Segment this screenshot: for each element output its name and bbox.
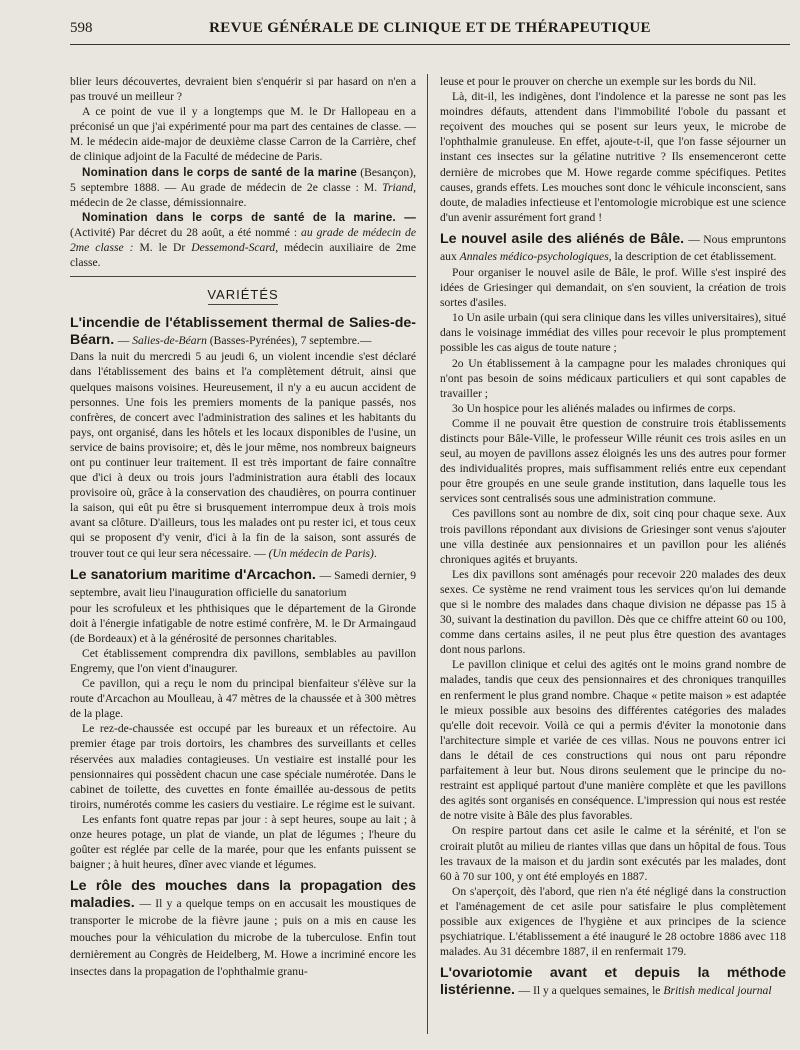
paragraph: leuse et pour le prouver on cherche un exemple sur les bords du Nil. [440, 75, 757, 88]
news-text: , médecin de 2e classe, démissionnaire. [70, 180, 416, 209]
paragraph: Comme il ne pouvait être question de construire trois établissements distincts pour Bâle-Ville, le professeur Wille réunit ces trois asiles en un seul, au moyen de pavillons assez éloignés les uns des autres pour former des individualités propres, mais suffisamment reliés entre eux cependant pour être groupés en une seule grande institution, dans laquelle tous les services sont centralisés sous une administration commune. [440, 416, 786, 506]
article-title: L'incendie de l'établissement thermal de Salies-de-Béarn. [70, 315, 416, 349]
article-place: Salies-de-Béarn [132, 334, 207, 348]
paragraph: Pour organiser le nouvel asile de Bâle, le prof. Wille s'est inspiré des idées de Griesinger qui demandait, on s'en souvient, la création de trois sortes d'asiles. [440, 265, 786, 310]
news-text: , médecin auxiliaire de 2me classe. [70, 241, 416, 270]
paragraph: Cet établissement comprendra dix pavillons, semblables au pavillon Engremy, que l'on vient d'inaugurer. [70, 646, 416, 675]
news-item [70, 165, 416, 210]
article-lead: — Salies-de-Béarn (Basses-Pyrénées), 7 septembre.— [117, 334, 372, 348]
article-source: (Un médecin de Paris) [268, 546, 374, 560]
article-lead: — Samedi dernier, 9 septembre, avait lieu l'inauguration officielle du sanatorium [70, 568, 416, 599]
article [70, 567, 416, 601]
news-text: (Besançon), 5 septembre 1888. — Au grade de médecin de 2e classe : M. [70, 165, 416, 194]
page-number: 598 [70, 20, 93, 36]
article-lead-text: (Basses-Pyrénées), 7 septembre.— [206, 334, 372, 348]
news-name: Dessemond-Scard [191, 241, 276, 255]
article [70, 878, 416, 980]
article-lead-text: — Nous empruntons aux [440, 232, 786, 263]
article-title: Le nouvel asile des aliénés de Bâle. [440, 230, 685, 247]
paragraph: Le rez-de-chaussée est occupé par les bureaux et un réfectoire. Au premier étage par trois dortoirs, les chambres des surveillants et celles réservées aux maladies contagieuses. Un vestiaire est installé pour les pensionnaires qui possèdent chacun une case spéciale numérotée. Dans le cabinet de toilette, des cuvettes en fonte émaillée au-dessous de petits tiroirs, numérotés comme les casiers du vestiaire. Le régime est le suivant. [70, 722, 416, 811]
paragraph: 2o Un établissement à la campagne pour les malades chroniques qui n'ont pas besoin de soins médicaux particuliers et qui sont capables de travailler ; [440, 356, 786, 400]
paragraph: Ces pavillons sont au nombre de dix, soit cinq pour chaque sexe. Aux trois pavillons répondant aux divisions de Griesinger sont venus s'ajouter une villa destinée aux pensionnaires et un pavillon pour les aliénés chroniques agités et bruyants. [440, 507, 786, 566]
news-heading: Nomination dans le corps de santé de la marine. — [82, 210, 416, 224]
article-title: L'ovariotomie avant et depuis la méthode listérienne. [440, 965, 786, 999]
section-underline [208, 304, 278, 305]
news-name: Triand [382, 180, 414, 194]
news-rank: au grade de médecin de 2me classe : [70, 225, 416, 255]
right-column [440, 74, 786, 1034]
news-heading: Nomination dans le corps de santé de la marine [82, 165, 358, 179]
article-title: Le rôle des mouches dans la propagation des maladies. [70, 878, 416, 912]
paragraph: blier leurs découvertes, devraient bien s'enquérir si par hasard on n'en a pas trouvé un meilleur ? [70, 75, 416, 104]
article-text: . [373, 546, 377, 560]
article-lead-text: — Il y a quelques semaines, le [518, 984, 664, 998]
left-column [70, 74, 416, 1034]
paragraph: pour les scrofuleux et les phthisiques que le département de la Gironde doit à l'énergie infatigable de notre estimé confrère, M. le Dr Armaingaud (de Bordeaux) et à la générosité de personnes charitables. [70, 601, 416, 645]
news-text: M. le Dr [139, 241, 186, 255]
paragraph: Les dix pavillons sont aménagés pour recevoir 220 malades des deux sexes. Ce système ne rend vraiment tous les services qu'on lui demande que si le nombre des malades dans chaque division ne dépasse pas 15 à 30, suivant la destination du pavillon. Dès que ce chiffre atteint 60 ou 100, comme dans certains asiles, il ne peut plus être question des avantages dont nous parlons. [440, 567, 786, 657]
article-title: Le sanatorium maritime d'Arcachon. [70, 566, 316, 583]
paragraph: On respire partout dans cet asile le calme et la sérénité, et l'on se croirait plutôt au milieu de riantes villas que dans un hôpital de fous. Tous les travaux de la maison et du jardin sont exécutés par les malades, dont 60 à 70 sur 100, y ont été employés en 1887. [440, 824, 786, 883]
article-text: Dans la nuit du mercredi 5 au jeudi 6, un violent incendie s'est déclaré dans l'établissement des bains et l'a complètement détruit, ainsi que quelques maisons voisines. Heureusement, il n'y a eu aucun accident de personnes. Une fois les premiers moments de la panique passés, nos confrères, de concert avec l'administration des salines et les habitants du pays, ont organisé, dans les hôtels et les locaux disponibles de l'usine, un service de bains provisoire; et, dès le jour même, nos nombreux baigneurs ont pu continuer leur traitement. Il est très important de faire connaître que d'ici à deux ou trois jours l'administration aura établi des locaux provisoire où, grâce à la conservation des chaudières, on pourra continuer la saison, qui eût pu être si brusquement interrompue deux à trois mois avant sa clôture. D'ailleurs, tous les malades ont pu rester ici, et tous ceux qui se proposent d'y venir, d'ici à la fin de la saison, sont assurés de trouver tout ce qui leur sera nécessaire. — [70, 350, 416, 560]
article [440, 231, 786, 265]
article [440, 965, 786, 999]
paragraph [70, 349, 416, 560]
news-item [70, 210, 416, 270]
article [70, 315, 416, 349]
running-title: REVUE GÉNÉRALE DE CLINIQUE ET DE THÉRAPEUTIQUE [209, 20, 651, 36]
paragraph: A ce point de vue il y a longtemps que M. le Dr Hallopeau en a préconisé un que j'ai expérimenté pour ma part des centaines de classe. — M. le médecin aide-major de deuxième classe Carron de la Carrière, chef de clinique adjoint de la Faculté de médecine de Paris. [70, 105, 416, 164]
paragraph: Ce pavillon, qui a reçu le nom du principal bienfaiteur s'élève sur la route d'Arcachon au Moulleau, à 47 mètres de la chaussée et à 300 mètres de la plage. [70, 677, 416, 721]
paragraph: Le pavillon clinique et celui des agités ont le moins grand nombre de malades, tandis que ceux des pensionnaires et des chroniques tranquilles en renferment le plus grand nombre. Chaque « petite maison » est adaptée le mieux possible aux besoins des différentes catégories des malades qu'elle doit recevoir. Voilà ce qui a permis d'éviter la monotonie dans l'architecture simple et variée de ces villas. Nous ne pouvons entrer ici dans le détail de ces constructions qui nous ont paru répondre parfaitement à leur but. Nous dirons seulement que le principe du no-restraint est appliqué partout d'une manière complète et que les pavillons des agités sont organisés en conséquence. L'impression qui nous est restée de notre visite à Bâle des plus favorables. [440, 658, 786, 823]
article-lead [518, 984, 771, 997]
article-source: British medical journal [663, 984, 772, 998]
paragraph: Là, dit-il, les indigènes, dont l'indolence et la paresse ne sont pas les moindres défauts, attendent dans l'immobilité l'obole du passant et reçoivent des mouches qui se posent sur leurs yeux, le microbe de l'ophthalmie granuleuse. En effet, ajoute-t-il, que l'on fasse séjourner un instant ces insectes sur la gélatine nutritive ? Ils ensemenceront cette dernière de microbes que M. Howe regarde comme spécifiques. Petites causes, grands effets. Les mouches sont donc le véhicule inconscient, sans doute, de maladies infectieuse et l'entomologie microbique est une science d'un avenir assurément fort grand ! [440, 90, 786, 224]
news-text: (Activité) Par décret du 28 août, a été nommé : [70, 225, 298, 239]
paragraph: On s'aperçoit, dès l'abord, que rien n'a été négligé dans la construction et l'aménagement de cet asile pour satisfaire le plus complètement possible aux exigences de l'hygiène et aux principes de la science psychiatrique. L'établissement a été inauguré le 28 octobre 1886 avec 118 malades. Au 31 décembre 1887, il en renfermait 179. [440, 884, 786, 959]
paragraph: 3o Un hospice pour les aliénés malades ou infirmes de corps. [452, 401, 736, 415]
paragraph: 1o Un asile urbain (qui sera clinique dans les villes universitaires), situé dans le voisinage immédiat des villes pour recevoir le plus promptement possible les cas aigus de toute nature ; [440, 311, 786, 355]
separator-rule [70, 276, 416, 277]
column-divider [427, 74, 428, 1034]
paragraph: Les enfants font quatre repas par jour : à sept heures, soupe au lait ; à onze heures potage, un plat de viande, un plat de légumes ; l'heure du goûter est réglée par celle de la marée, pour que les enfants puissent se baigner ; à huit heures, dîner avec viande et légumes. [70, 812, 416, 872]
article-lead: — Il y a quelque temps on en accusait les moustiques de transporter le microbe de la fièvre jaune ; puis on a mis en cause les mouches pour la véhiculation du microbe de la tuberculose. Enfin tout dernièrement au Congrès de Heidelberg, M. Howe a incriminé encore les insectes dans la propagation de l'ophthalmie granu- [70, 897, 416, 979]
section-title-text: VARIÉTÉS [207, 287, 279, 303]
section-title [70, 287, 416, 305]
article-source: Annales médico-psychologiques [459, 249, 609, 263]
article-lead-text: , la description de cet établissement. [608, 249, 777, 263]
page-header [70, 20, 790, 45]
